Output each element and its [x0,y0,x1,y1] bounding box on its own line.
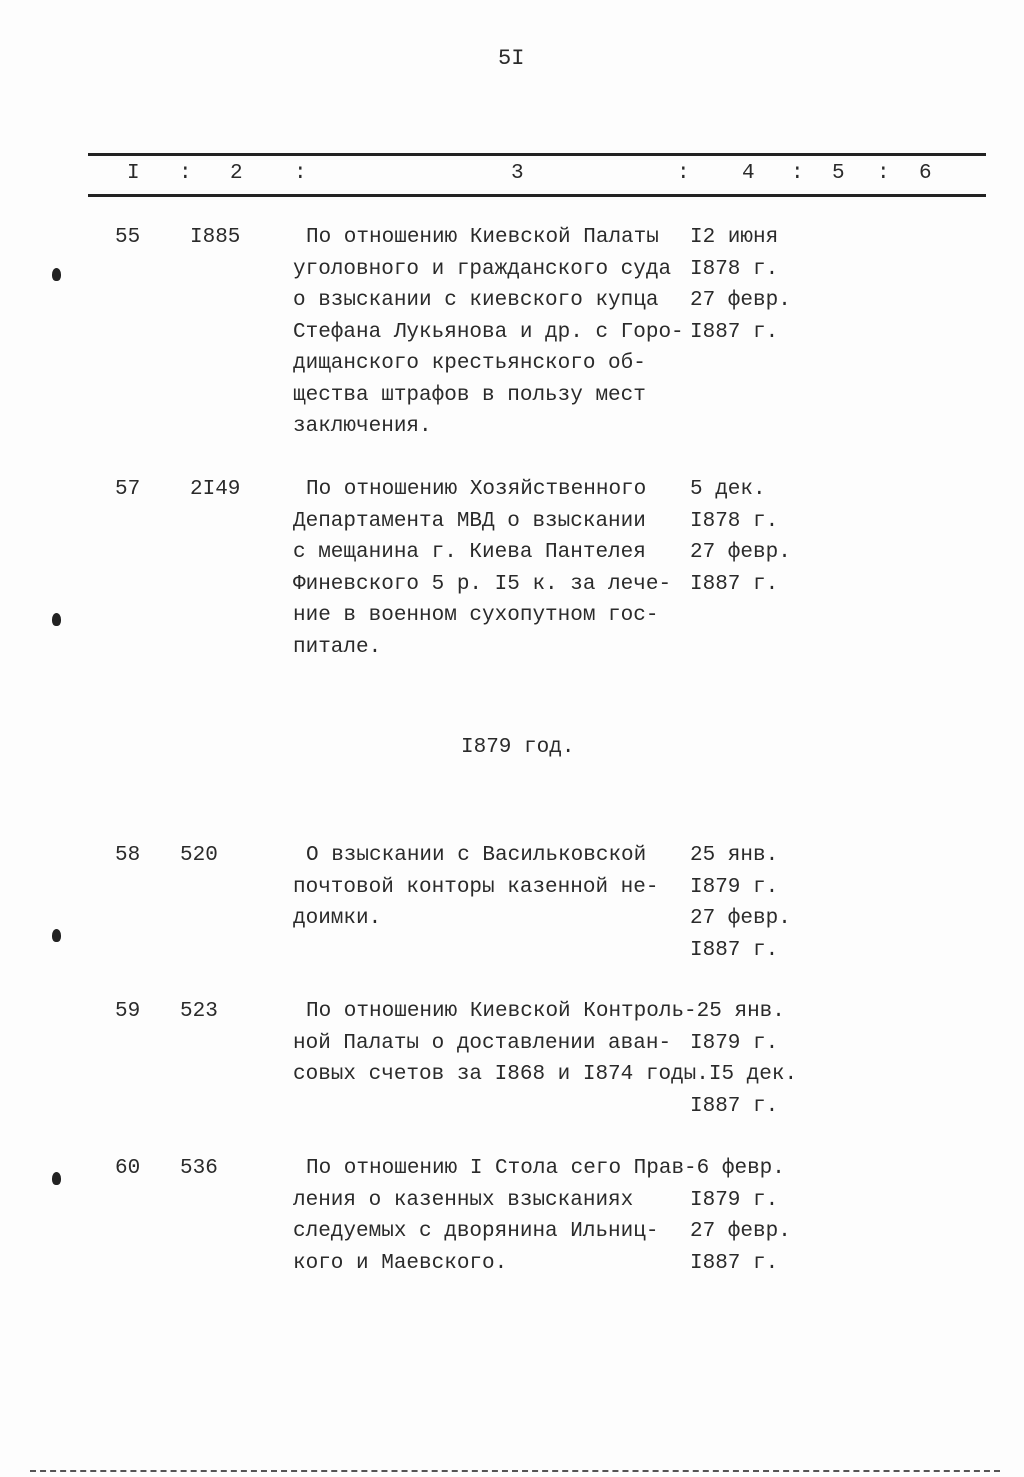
description-text: питале. [293,635,382,659]
column-header-2: 2 [230,162,243,185]
description-text: совых счетов за I868 и I874 годы. [293,1063,709,1086]
description-text: По отношению Киевской Палаты [306,226,659,249]
description-text: следуемых с дворянина Ильниц- [293,1220,659,1243]
year-heading: I879 год. [461,736,575,759]
description-text: Департамента МВД о взыскании [293,509,646,533]
column-header-5: 5 [832,162,845,185]
entry-line [293,569,791,601]
entry-line [293,935,791,967]
punch-mark [52,929,61,942]
entry-code: 536 [180,1157,218,1180]
description-text: кого и Маевского. [293,1251,508,1275]
date-text: I887 г. [690,1094,779,1118]
entry-line [293,285,791,317]
column-separator: : [179,162,192,185]
entry-line [293,1248,791,1280]
entry-line [293,996,797,1028]
entry-description [293,996,797,1122]
date-text: 25 янв. [690,844,779,867]
date-text: I879 г. [690,875,779,899]
description-text: щества штрафов в пользу мест [293,383,646,407]
entry-line [293,1059,797,1091]
description-text [293,935,690,967]
entry-line [293,411,791,443]
entry-line [293,506,791,538]
entry-line [293,840,791,872]
punch-mark [52,1172,61,1185]
description-text: По отношению Хозяйственного [306,478,647,501]
entry-description [293,222,791,443]
punch-mark [52,268,61,281]
entry-line [293,317,791,349]
description-text: о взыскании с киевского купца [293,289,659,312]
entry-number: 55 [115,226,141,249]
punch-mark [52,613,61,626]
date-text: I878 г. [690,257,779,281]
entry-line [293,1153,791,1185]
date-text: 27 февр. [690,541,791,564]
entry-line [293,1028,797,1060]
column-separator: : [294,162,307,185]
entry-code: 523 [180,1000,218,1023]
entry-number: 57 [115,478,141,501]
date-text: I887 г. [690,1251,779,1275]
date-text: I879 г. [690,1031,779,1055]
description-text: почтовой конторы казенной не- [293,875,659,899]
entry-description [293,840,791,966]
column-header-4: 4 [742,162,755,185]
description-text [293,1091,690,1123]
column-separator: : [791,162,804,185]
entry-line [293,872,791,904]
entry-line [293,537,791,569]
description-text: заключения. [293,415,432,438]
entry-line [293,1216,791,1248]
entry-description [293,1153,791,1279]
bottom-edge [30,1470,1000,1472]
entry-line [293,222,791,254]
entry-description [293,474,791,663]
description-text: Стефана Лукьянова и др. с Горо- [293,320,684,344]
date-text: I887 г. [690,320,779,344]
date-text: 6 февр. [696,1157,785,1180]
description-text: уголовного и гражданского суда [293,257,672,281]
description-text: ления о казенных взысканиях [293,1188,634,1212]
column-header-3: 3 [511,162,524,185]
description-text: с мещанина г. Киева Пантелея [293,541,646,564]
entry-line [293,474,791,506]
date-text: 27 февр. [690,1220,791,1243]
entry-code: I885 [190,226,241,249]
date-text: 27 февр. [690,289,791,312]
entry-code: 2I49 [190,478,241,501]
entry-line [293,348,791,380]
date-text: 25 янв. [696,1000,785,1023]
date-text: 5 дек. [690,478,766,501]
date-text: I879 г. [690,1188,779,1212]
header-rule-top [88,153,986,156]
date-text: I887 г. [690,938,779,962]
description-text: О взыскании с Васильковской [306,844,647,867]
description-text: По отношению Киевской Контроль- [306,1000,697,1023]
date-text: I5 дек. [708,1063,798,1086]
date-text: I2 июня [690,226,779,249]
description-text: ние в военном сухопутном гос- [293,604,659,627]
entry-number: 60 [115,1157,141,1180]
entry-line [293,380,791,412]
entry-line [293,1185,791,1217]
column-separator: : [877,162,890,185]
column-header-6: 6 [919,162,932,185]
description-text: ной Палаты о доставлении аван- [293,1031,672,1055]
column-header-1: I [127,162,140,185]
entry-line [293,903,791,935]
entry-line [293,632,791,664]
date-text: I887 г. [690,572,779,596]
entry-number: 59 [115,1000,141,1023]
header-rule-bottom [88,194,986,197]
entry-line [293,254,791,286]
date-text: 27 февр. [690,907,791,930]
page-number: 5I [498,46,525,71]
description-text: дищанского крестьянского об- [293,352,646,375]
entry-line [293,1091,797,1123]
entry-code: 520 [180,844,218,867]
column-separator: : [677,162,690,185]
entry-number: 58 [115,844,141,867]
entry-line [293,600,791,632]
description-text: доимки. [293,907,382,930]
description-text: Финевского 5 р. I5 к. за лече- [293,572,672,596]
description-text: По отношению I Стола сего Прав- [306,1157,697,1180]
date-text: I878 г. [690,509,779,533]
